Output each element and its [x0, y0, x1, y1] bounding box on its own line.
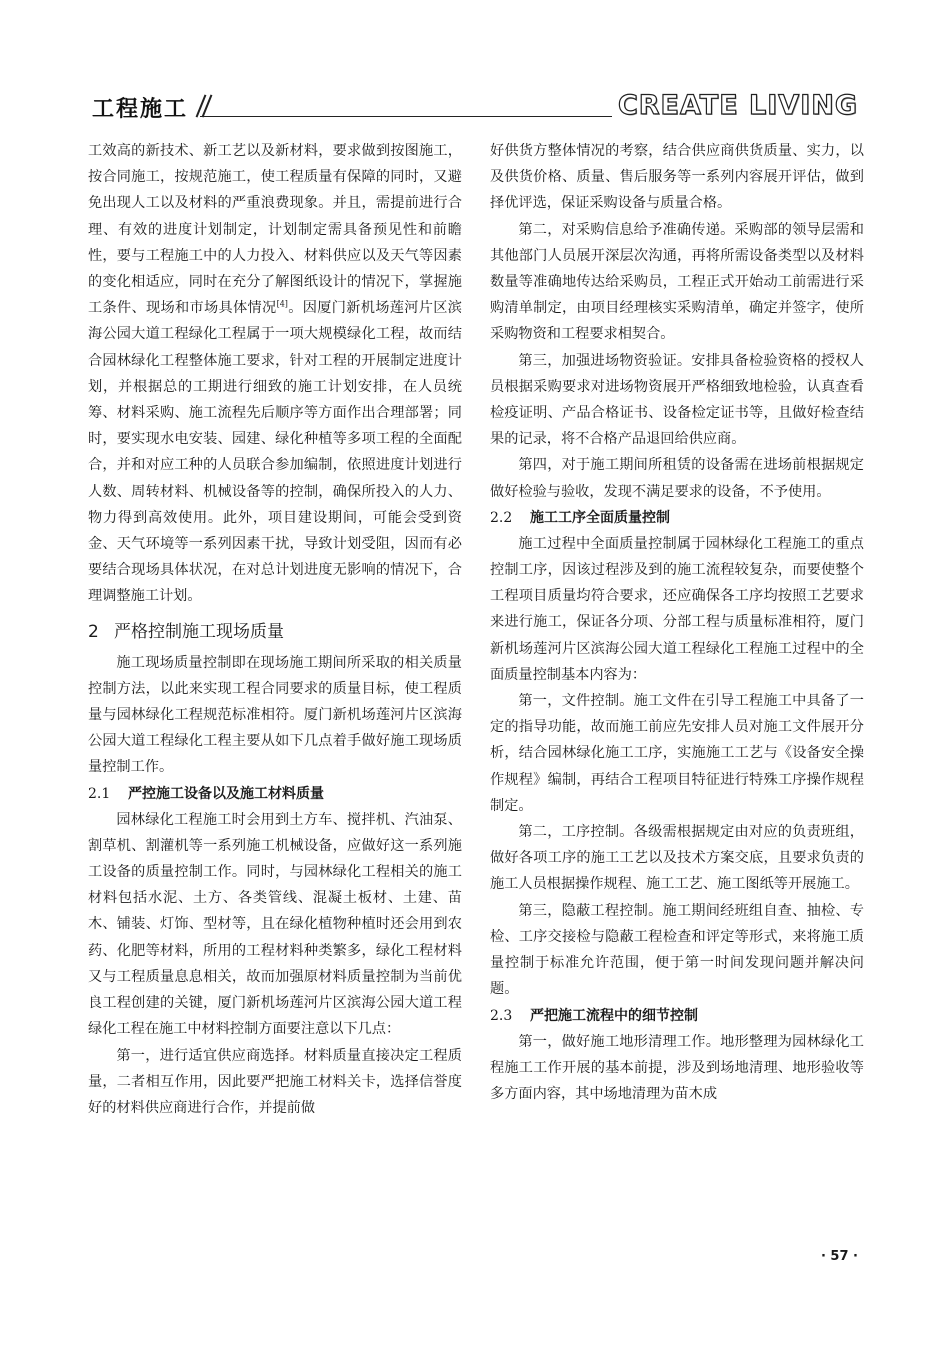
section-heading — [88, 618, 462, 646]
header-rule — [200, 116, 612, 117]
paragraph: 园林绿化工程施工时会用到土方车、搅拌机、汽油泵、割草机、割灌机等一系列施工机械设备，应做好这一系列施工设备的质量控制工作。同时，与园林绿化工程相关的施工材料包括水泥、土方、各类管线、混凝土板材、土建、苗木、铺装、灯饰、型材等，且在绿化植物种植时还会用到农药、化肥等材料，所用的工程材料种类繁多，绿化工程材料又与工程质量息息相关，故而加强原材料质量控制为当前优良工程创建的关键，厦门新机场莲河片区滨海公园大道工程绿化工程在施工中材料控制方面要注意以下几点： — [88, 811, 462, 1038]
subsection-title: 严把施工流程中的细节控制 — [530, 1007, 698, 1024]
paragraph — [88, 138, 462, 610]
subsection-number: 2.1 — [88, 785, 111, 802]
subsection-number: 2.3 — [490, 1007, 513, 1024]
paragraph: 施工过程中全面质量控制属于园林绿化工程施工的重点控制工序，因该过程涉及到的施工流程较复杂，而要使整个工程项目质量均符合要求，还应确保各工序均按照工艺要求来进行施工，保证各分项、分部工程与质量标准相符，厦门新机场莲河片区滨海公园大道工程绿化工程施工过程中的全面质量控制基本内容为： — [490, 535, 864, 683]
subsection-title: 严控施工设备以及施工材料质量 — [128, 785, 324, 802]
paragraph: 第三，加强进场物资验证。安排具备检验资格的授权人员根据采购要求对进场物资展开严格细致地检验，认真查看检疫证明、产品合格证书、设备检定证书等，且做好检查结果的记录，将不合格产品退回给供应商。 — [490, 352, 864, 448]
paragraph: 第一，进行适宜供应商选择。材料质量直接决定工程质量，二者相互作用，因此要严把施工材料关卡，选择信誉度好的材料供应商进行合作，并提前做 — [88, 1047, 462, 1116]
paragraph: 第一，做好施工地形清理工作。地形整理为园林绿化工程施工工作开展的基本前提，涉及到场地清理、地形验收等多方面内容，其中场地清理为苗木成 — [490, 1033, 864, 1102]
section-title: 严格控制施工现场质量 — [114, 621, 284, 642]
right-column — [490, 138, 864, 1107]
journal-name: 工程施工 — [92, 97, 189, 122]
subsection-heading — [490, 1003, 864, 1029]
section-number: 2 — [88, 621, 99, 642]
paragraph: 第一，文件控制。施工文件在引导工程施工中具备了一定的指导功能，故而施工前应先安排人员对施工文件展开分析，结合园林绿化施工工序，实施施工工艺与《设备安全操作规程》编制，再结合工程项目特征进行特殊工序操作规程制定。 — [490, 693, 864, 814]
paragraph: 第四，对于施工期间所租赁的设备需在进场前根据规定做好检验与验收，发现不满足要求的设备，不予使用。 — [490, 457, 864, 500]
paragraph: 第二，对采购信息给予准确传递。采购部的领导层需和其他部门人员展开深层次沟通，再将所需设备类型以及材料数量等准确地传达给采购员，工程正式开始动工前需进行采购清单制定，由项目经理核实采购清单，确定并签字，使所采购物资和工程要求相契合。 — [490, 221, 864, 343]
paragraph-text: 。因厦门新机场莲河片区滨海公园大道工程绿化工程属于一项大规模绿化工程，故而结合园林绿化工程整体施工要求，针对工程的开展制定进度计划，并根据总的工期进行细致的施工计划安排，在人员统筹、材料采购、施工流程先后顺序等方面作出合理部署；同时，要实现水电安装、园建、绿化种植等多项工程的全面配合，并和对应工种的人员联合参加编制，依照进度计划进行人数、周转材料、机械设备等的控制，确保所投入的人力、物力得到高效使用。此外，项目建设期间，可能会受到资金、天气环境等一系列因素干扰，导致计划受阻，因而有必要结合现场具体状况，在对总计划进度无影响的情况下，合理调整施工计划。 — [88, 300, 462, 605]
subsection-heading — [490, 505, 864, 531]
running-header — [88, 86, 858, 128]
paragraph: 第三，隐蔽工程控制。施工期间经班组自查、抽检、专检、工序交接检与隐蔽工程检查和评定等形式，来将施工质量控制于标准允许范围，便于第一时间发现问题并解决问题。 — [490, 902, 864, 998]
subsection-heading — [88, 781, 462, 807]
paragraph: 施工现场质量控制即在现场施工期间所采取的相关质量控制方法，以此来实现工程合同要求的质量目标，使工程质量与园林绿化工程规范标准相符。厦门新机场莲河片区滨海公园大道工程绿化工程主要从如下几点着手做好施工现场质量控制工作。 — [88, 654, 462, 776]
left-column — [88, 138, 462, 1121]
subsection-title: 施工工序全面质量控制 — [530, 509, 670, 526]
paragraph: 第二，工序控制。各级需根据规定由对应的负责班组，做好各项工序的施工工艺以及技术方案交底，且要求负责的施工人员根据操作规程、施工工艺、施工图纸等开展施工。 — [490, 824, 864, 893]
paragraph: 好供货方整体情况的考察，结合供应商供货质量、实力，以及供货价格、质量、售后服务等一系列内容展开评估，做到择优评选，保证采购设备与质量合格。 — [490, 143, 864, 212]
subsection-number: 2.2 — [490, 509, 513, 526]
header-tagline: CREATE LIVING — [617, 90, 858, 121]
citation-ref: [4] — [276, 299, 288, 309]
paragraph-text: 工效高的新技术、新工艺以及新材料，要求做到按图施工，按合同施工，按规范施工，使工程质量有保障的同时，又避免出现人工以及材料的严重浪费现象。并且，需提前进行合理、有效的进度计划制定，计划制定需具备预见性和前瞻性，要与工程施工中的人力投入、材料供应以及天气等因素的变化相适应，同时在充分了解图纸设计的情况下，掌握施工条件、现场和市场具体情况 — [88, 143, 462, 317]
page-number: · 57 · — [820, 1249, 858, 1264]
